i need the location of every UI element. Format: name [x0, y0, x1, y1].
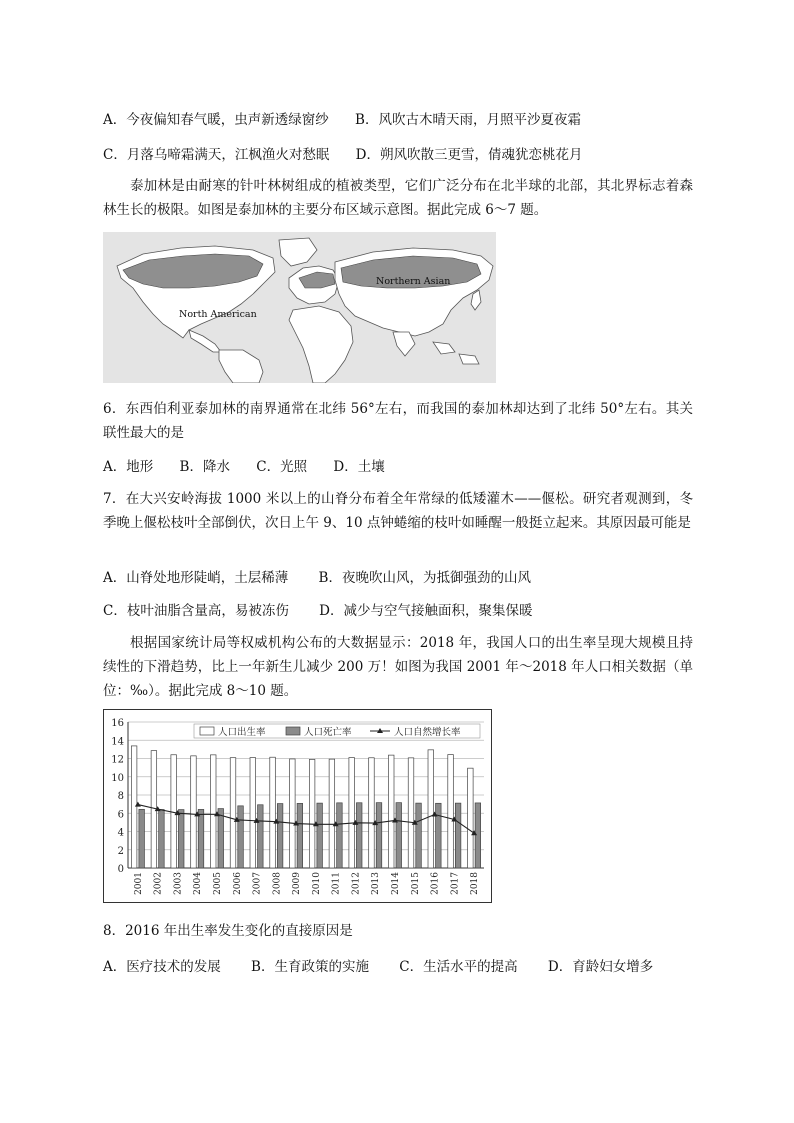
bar-birth-rate	[230, 758, 236, 868]
q8-option-c: C．生活水平的提高	[399, 959, 518, 975]
q8-options	[103, 955, 653, 975]
bar-birth-rate	[191, 756, 197, 868]
bar-death-rate	[238, 806, 244, 868]
bar-birth-rate	[309, 759, 315, 868]
q7-options-row-1	[103, 566, 531, 586]
q8-option-a: A．医疗技术的发展	[103, 959, 221, 975]
x-tick-label: 2007	[252, 872, 263, 895]
y-tick-label: 6	[117, 809, 124, 821]
bar-birth-rate	[349, 758, 355, 868]
bar-birth-rate	[369, 758, 375, 868]
q5-option-a: A．今夜偏知春气暖，虫声新透绿窗纱	[103, 112, 329, 128]
bar-birth-rate	[131, 746, 137, 868]
map-label-north-american: North American	[179, 309, 257, 320]
x-tick-label: 2013	[371, 872, 382, 895]
x-tick-label: 2003	[173, 872, 184, 895]
bar-death-rate	[337, 803, 343, 868]
bar-death-rate	[356, 803, 362, 868]
q5-option-d: D．朔风吹散三更雪，倩魂犹恋桃花月	[355, 147, 583, 163]
y-tick-label: 4	[117, 827, 124, 839]
legend-swatch-birth	[200, 727, 214, 735]
x-tick-label: 2015	[410, 872, 421, 895]
y-tick-label: 0	[117, 864, 124, 875]
line-natural-growth-rate	[138, 805, 474, 834]
q7-option-a: A．山脊处地形陡峭，土层稀薄	[103, 570, 289, 586]
bar-death-rate	[416, 803, 422, 868]
taiga-distribution-map	[103, 232, 496, 383]
bar-birth-rate	[210, 755, 216, 868]
x-tick-label: 2002	[153, 872, 164, 895]
x-tick-label: 2016	[430, 872, 441, 895]
q5-options-row-2	[103, 143, 582, 163]
q7-option-b: B．夜晚吹山风，为抵御强劲的山风	[318, 570, 531, 586]
x-tick-label: 2006	[232, 872, 243, 895]
bar-death-rate	[475, 803, 481, 868]
bar-death-rate	[436, 803, 442, 868]
population-chart-svg	[104, 710, 491, 902]
x-tick-label: 2012	[351, 872, 362, 895]
legend-label-death: 人口死亡率	[304, 727, 352, 738]
bar-death-rate	[396, 803, 402, 868]
q8-option-b: B．生育政策的实施	[251, 959, 369, 975]
bar-death-rate	[198, 809, 204, 868]
bar-birth-rate	[250, 758, 256, 868]
bar-death-rate	[317, 803, 323, 868]
legend-label-growth: 人口自然增长率	[394, 727, 461, 738]
bar-birth-rate	[171, 755, 177, 868]
q6-option-d: D．土壤	[333, 459, 385, 475]
bar-birth-rate	[329, 759, 335, 868]
bar-birth-rate	[270, 757, 276, 868]
y-tick-label: 14	[111, 736, 124, 748]
map-label-northern-asian: Northern Asian	[376, 276, 451, 287]
bar-death-rate	[139, 809, 145, 868]
bar-death-rate	[178, 810, 184, 868]
bar-death-rate	[455, 803, 461, 868]
q7-options-row-2	[103, 599, 532, 619]
q5-option-b: B．风吹古木晴天雨，月照平沙夏夜霜	[355, 112, 581, 128]
bar-death-rate	[159, 810, 165, 868]
bar-birth-rate	[290, 759, 296, 868]
x-tick-label: 2001	[133, 872, 144, 895]
q8-option-d: D．育龄妇女增多	[547, 959, 654, 975]
bar-death-rate	[258, 805, 264, 868]
bar-birth-rate	[428, 750, 434, 868]
q7-stem: 7．在大兴安岭海拔 1000 米以上的山脊分布着全年常绿的低矮灌木——偃松。研究者观测到，冬季晚上偃松枝叶全部倒伏，次日上午 9、10 点钟蜷缩的枝叶如睡醒一般挺立起来。其原因最可能是	[103, 491, 693, 531]
x-tick-label: 2017	[450, 872, 461, 895]
y-tick-label: 10	[111, 772, 124, 784]
legend-label-birth: 人口出生率	[218, 727, 266, 738]
bar-death-rate	[376, 803, 382, 868]
bar-birth-rate	[388, 755, 394, 868]
x-tick-label: 2004	[193, 872, 204, 895]
q6-option-a: A．地形	[103, 459, 154, 475]
legend-swatch-death	[286, 727, 300, 735]
bar-birth-rate	[408, 758, 414, 868]
q5-options-row-1	[103, 108, 581, 128]
q8-stem: 8．2016 年出生率发生变化的直接原因是	[103, 923, 353, 939]
bar-birth-rate	[468, 768, 474, 868]
y-tick-label: 8	[117, 791, 124, 802]
bar-death-rate	[297, 803, 303, 868]
x-tick-label: 2014	[391, 872, 401, 895]
q7-option-c: C．枝叶油脂含量高，易被冻伤	[103, 603, 289, 619]
population-chart	[103, 709, 492, 903]
q5-option-c: C．月落乌啼霜满天，江枫渔火对愁眠	[103, 147, 330, 163]
x-tick-label: 2010	[311, 872, 322, 895]
bar-death-rate	[277, 804, 283, 868]
q6-option-c: C．光照	[256, 459, 308, 475]
x-tick-label: 2018	[470, 872, 481, 895]
y-tick-label: 16	[111, 718, 124, 729]
q6-options	[103, 455, 385, 475]
world-map-figure	[103, 232, 496, 383]
y-tick-label: 12	[111, 754, 124, 766]
x-tick-label: 2009	[292, 872, 303, 895]
q6-stem: 6．东西伯利亚泰加林的南界通常在北纬 56°左右，而我国的泰加林却达到了北纬 50°左右。其关联性最大的是	[103, 401, 693, 441]
q7-option-d: D．减少与空气接触面积，聚集保暖	[319, 603, 533, 619]
q6-option-b: B．降水	[179, 459, 230, 475]
x-tick-label: 2008	[272, 872, 283, 895]
y-tick-label: 2	[117, 845, 124, 857]
x-tick-label: 2011	[331, 872, 342, 895]
bar-birth-rate	[448, 755, 454, 868]
bar-death-rate	[218, 809, 224, 868]
taiga-intro-paragraph: 泰加林是由耐寒的针叶林树组成的植被类型，它们广泛分布在北半球的北部，其北界标志着森林生长的极限。如图是泰加林的主要分布区域示意图。据此完成 6～7 题。	[103, 178, 693, 218]
x-tick-label: 2005	[213, 872, 223, 895]
population-intro-paragraph: 根据国家统计局等权威机构公布的大数据显示：2018 年，我国人口的出生率呈现大规模且持续性的下滑趋势，比上一年新生儿减少 200 万！如图为我国 2001 年～2018 年人口相关数据（单位：‰）。据此完成 8～10 题。	[103, 635, 693, 699]
